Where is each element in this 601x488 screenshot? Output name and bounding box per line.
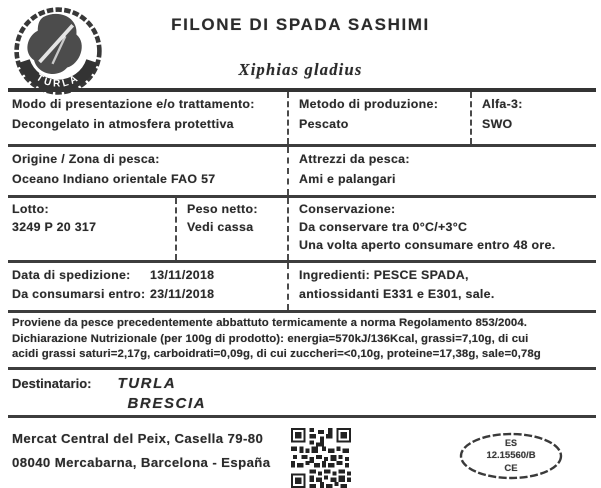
field-label: Da consumarsi entro: [12,287,146,302]
consignee-name-line: TURLA [117,375,177,393]
address-line: Mercat Central del Peix, Casella 79-80 [12,431,264,447]
field-label: Alfa-3: [482,97,523,111]
field-label: Attrezzi da pesca: [299,152,410,166]
field-net-weight [175,198,287,260]
nutrition-declaration [8,310,596,370]
ce-oval-mark [458,431,564,481]
field-value: 3249 P 20 317 [12,219,97,234]
nutrition-line: Dichiarazione Nutrizionale (per 100g di prodotto): energia=570kJ/136Kcal, grassi=7,10g, di cui [12,332,529,345]
field-label: Conservazione: [299,201,396,216]
shipping-date-row [12,266,281,286]
table-row-origin [8,144,596,195]
field-value: Vedi cassa [187,219,254,234]
field-origin-zone [8,147,287,195]
field-value: Decongelato in atmosfera protettiva [12,116,234,131]
field-label: Modo di presentazione e/o trattamento: [12,97,255,111]
consignee-row [8,370,596,418]
field-value-line: Una volta aperto consumare entro 48 ore. [299,237,556,252]
consignee-name [117,374,206,413]
nutrition-line: Proviene da pesce precedentemente abbattuto termicamente a norma Regolamento 853/2004. [12,317,528,330]
nutrition-line: acidi grassi saturi=2,17g, carboidrati=0,09g, di cui zuccheri=<0,10g, proteine=17,38g, sale=0,78g [12,347,541,360]
qr-code-icon [291,428,351,488]
field-value: Ami e palangari [299,171,396,186]
field-label: Origine / Zona di pesca: [12,152,160,166]
field-label: Data di spedizione: [12,267,131,282]
field-presentation [8,92,287,144]
ingredients-line: Ingredienti: PESCE SPADA, [299,267,469,282]
page-title: FILONE DI SPADA SASHIMI [171,15,430,34]
table-row-lot [8,195,596,260]
field-alfa3-code [470,92,596,144]
field-label: Lotto: [12,201,49,216]
table-row-presentation [8,88,596,144]
species-name: Xiphias gladius [238,60,363,79]
best-before-row [12,285,281,305]
consignee-name-line: BRESCIA [127,394,207,412]
shipping-date-value: 13/11/2018 [150,267,215,282]
field-value-line: Da conservare tra 0°C/+3°C [299,219,468,234]
ce-mark-country: ES [504,438,518,449]
field-label: Peso netto: [187,201,258,216]
field-dates [8,263,287,311]
ce-mark-number: 12.15560/B [486,450,536,462]
logo-arc-text: TURLA [34,72,82,90]
field-value: Pescato [299,116,349,131]
field-fishing-gear [287,147,596,195]
field-storage-conditions [287,198,596,260]
field-production-method [287,92,470,144]
field-value: SWO [482,116,513,131]
field-ingredients [287,263,596,311]
field-lot-number [8,198,175,260]
table-row-dates [8,260,596,311]
ingredients-line: antiossidanti E331 e E301, sale. [299,287,495,302]
best-before-value: 23/11/2018 [150,287,215,302]
ce-mark-ce: CE [504,463,518,475]
field-value: Oceano Indiano orientale FAO 57 [12,171,216,186]
sender-address [12,427,271,475]
footer-row [8,418,596,488]
address-line: 08040 Mercabarna, Barcelona - España [12,454,271,470]
label-table [8,88,596,488]
field-label: Metodo di produzione: [299,97,439,111]
consignee-label: Destinatario: [12,376,92,392]
